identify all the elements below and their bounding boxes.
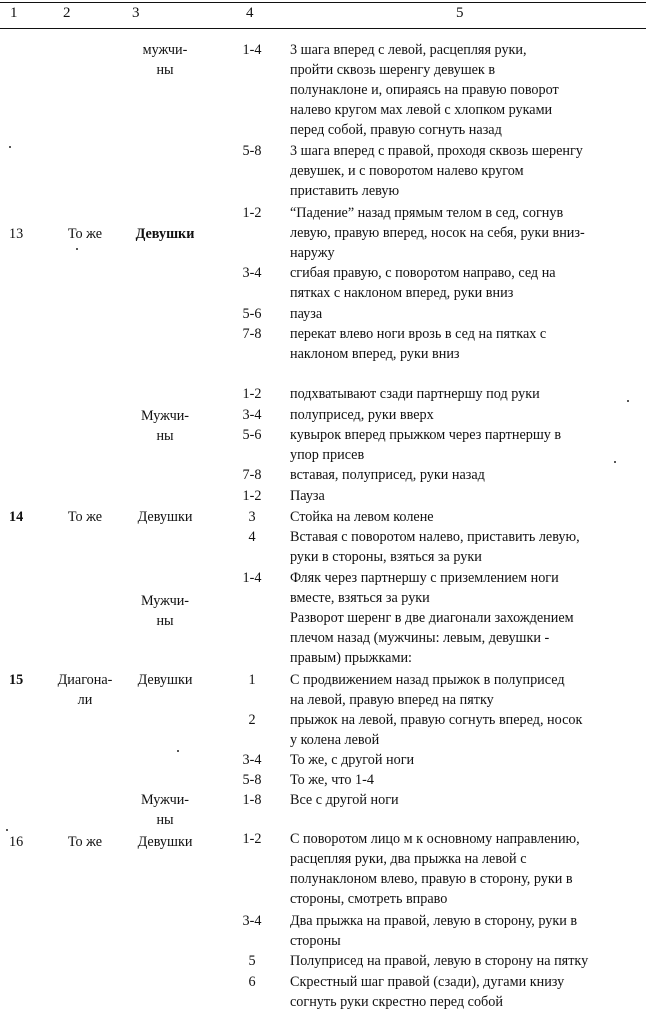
cell-count: 1-2 <box>242 205 262 221</box>
cell-description: Фляк через партнершу с приземлением ноги <box>290 570 559 586</box>
cell-description: полунаклоном влево, правую в сторону, руки в <box>290 871 573 887</box>
header-col-1: 1 <box>10 5 18 21</box>
scan-speck <box>9 146 11 148</box>
cell-formation: То же <box>67 509 103 525</box>
cell-description: девушек, и с поворотом налево кругом <box>290 163 524 179</box>
cell-description: То же, с другой ноги <box>290 752 415 768</box>
cell-participants: ны <box>156 812 174 828</box>
cell-participants: Девушки <box>137 672 193 688</box>
scan-speck <box>6 829 8 831</box>
cell-description: пятках с наклоном вперед, руки вниз <box>290 285 514 301</box>
cell-description: подхватывают сзади партнершу под руки <box>290 386 540 402</box>
cell-description: полунаклоне и, опираясь на правую поворот <box>290 82 559 98</box>
cell-participants: Мужчи- <box>140 408 190 424</box>
header-col-3: 3 <box>132 5 140 21</box>
cell-description: Скрестный шаг правой (сзади), дугами книзу <box>290 974 565 990</box>
header-bottom-rule <box>0 28 646 29</box>
cell-description: расцепляя руки, два прыжка на левой с <box>290 851 527 867</box>
cell-participants: ны <box>156 428 174 444</box>
cell-description: правым) прыжками: <box>290 650 412 666</box>
cell-count: 1-2 <box>242 386 262 402</box>
cell-description: С поворотом лицо м к основному направлению, <box>290 831 580 847</box>
cell-count: 1-4 <box>242 570 262 586</box>
cell-description: у колена левой <box>290 732 380 748</box>
cell-description: вместе, взяться за руки <box>290 590 430 606</box>
cell-count: 3-4 <box>242 913 262 929</box>
scan-speck <box>614 461 616 463</box>
cell-count: 6 <box>248 974 256 990</box>
cell-description: С продвижением назад прыжок в полуприсед <box>290 672 565 688</box>
cell-count: 7-8 <box>242 467 262 483</box>
cell-description: сгибая правую, с поворотом направо, сед на <box>290 265 556 281</box>
cell-participants: ны <box>156 62 174 78</box>
cell-description: левую, правую вперед, носок на себя, руки вниз- <box>290 225 585 241</box>
cell-description: полуприсед, руки вверх <box>290 407 434 423</box>
cell-count: 5 <box>248 953 256 969</box>
cell-participants: ны <box>156 613 174 629</box>
cell-participants: Мужчи- <box>140 593 190 609</box>
cell-count: 1-4 <box>242 42 262 58</box>
cell-formation: То же <box>67 226 103 242</box>
cell-description: Пауза <box>290 488 325 504</box>
cell-participants: Девушки <box>137 834 193 850</box>
cell-description: приставить левую <box>290 183 400 199</box>
cell-count: 3-4 <box>242 752 262 768</box>
cell-count: 1-8 <box>242 792 262 808</box>
cell-description: Все с другой ноги <box>290 792 399 808</box>
cell-description: 3 шага вперед с левой, расцепляя руки, <box>290 42 527 58</box>
scan-speck <box>177 750 179 752</box>
cell-description: 3 шага вперед с правой, проходя сквозь шеренгу <box>290 143 583 159</box>
cell-description: перекат влево ноги врозь в сед на пятках с <box>290 326 547 342</box>
cell-number: 14 <box>9 509 24 525</box>
cell-description: на левой, правую вперед на пятку <box>290 692 494 708</box>
cell-count: 4 <box>248 529 256 545</box>
cell-description: стороны, смотреть вправо <box>290 891 448 907</box>
cell-description: упор присев <box>290 447 365 463</box>
cell-formation: То же <box>67 834 103 850</box>
cell-count: 5-8 <box>242 143 262 159</box>
cell-count: 3-4 <box>242 407 262 423</box>
cell-formation: ли <box>77 692 93 708</box>
cell-count: 1 <box>248 672 256 688</box>
cell-participants: мужчи- <box>142 42 188 58</box>
cell-description: руки в стороны, взяться за руки <box>290 549 482 565</box>
cell-count: 5-6 <box>242 427 262 443</box>
header-top-rule <box>0 2 646 3</box>
cell-number: 15 <box>9 672 24 688</box>
cell-description: стороны <box>290 933 341 949</box>
cell-description: Разворот шеренг в две диагонали захождением <box>290 610 574 626</box>
cell-count: 7-8 <box>242 326 262 342</box>
cell-participants: Девушки <box>137 509 193 525</box>
scan-speck <box>627 400 629 402</box>
table-header <box>0 0 646 30</box>
cell-participants: Мужчи- <box>140 792 190 808</box>
cell-description: Стойка на левом колене <box>290 509 434 525</box>
cell-description: “Падение” назад прямым телом в сед, согнув <box>290 205 564 221</box>
cell-count: 5-6 <box>242 306 262 322</box>
header-col-5: 5 <box>456 5 464 21</box>
cell-description: Вставая с поворотом налево, приставить левую, <box>290 529 580 545</box>
cell-description: налево кругом мах левой с хлопком руками <box>290 102 553 118</box>
cell-description: наклоном вперед, руки вниз <box>290 346 460 362</box>
cell-count: 1-2 <box>242 831 262 847</box>
header-col-4: 4 <box>246 5 254 21</box>
cell-description: То же, что 1-4 <box>290 772 374 788</box>
cell-description: пройти сквозь шеренгу девушек в <box>290 62 496 78</box>
cell-description: вставая, полуприсед, руки назад <box>290 467 485 483</box>
cell-count: 5-8 <box>242 772 262 788</box>
cell-count: 3-4 <box>242 265 262 281</box>
cell-number: 13 <box>9 226 24 242</box>
cell-description: Полуприсед на правой, левую в сторону на пятку <box>290 953 589 969</box>
cell-count: 3 <box>248 509 256 525</box>
header-col-2: 2 <box>63 5 71 21</box>
cell-description: наружу <box>290 245 335 261</box>
cell-description: Два прыжка на правой, левую в сторону, руки в <box>290 913 578 929</box>
cell-description: перед собой, правую согнуть назад <box>290 122 502 138</box>
cell-participants: Девушки <box>135 226 195 242</box>
cell-description: кувырок вперед прыжком через партнершу в <box>290 427 562 443</box>
cell-count: 1-2 <box>242 488 262 504</box>
cell-formation: Диагона- <box>57 672 113 688</box>
cell-description: плечом назад (мужчины: левым, девушки - <box>290 630 550 646</box>
scan-speck <box>76 248 78 250</box>
cell-number: 16 <box>9 834 24 850</box>
cell-count: 2 <box>248 712 256 728</box>
cell-description: согнуть руки скрестно перед собой <box>290 994 503 1010</box>
cell-description: пауза <box>290 306 323 322</box>
cell-description: прыжок на левой, правую согнуть вперед, носок <box>290 712 583 728</box>
